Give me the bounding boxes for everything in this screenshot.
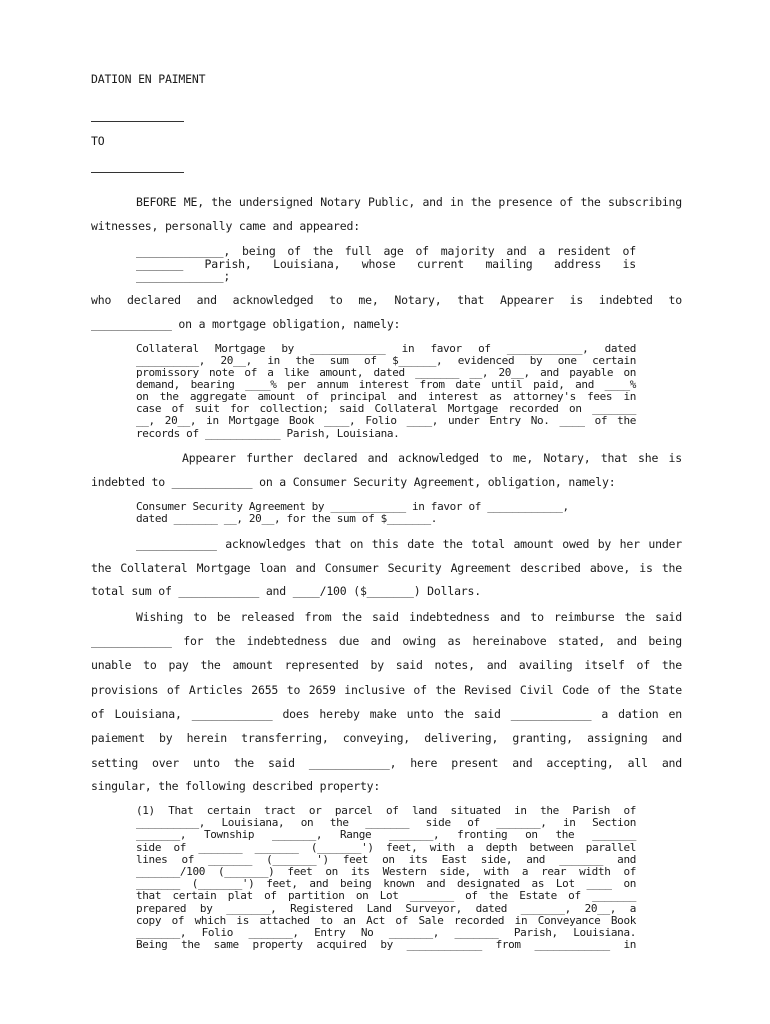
party-one-blank <box>91 121 184 122</box>
property-line: _______/100 (_______) feet on its Western side, with a rear width of <box>136 865 636 878</box>
mortgage-line: records of ____________ Parish, Louisiana. <box>136 427 400 440</box>
property-line: side of _______ _______ (_______') feet, with a depth between parallel <box>136 841 636 854</box>
mortgage-line: case of suit for collection; said Collateral Mortgage recorded on _______ <box>136 402 636 415</box>
para1-line: witnesses, personally came and appeared: <box>91 219 360 233</box>
property-line: Being the same property acquired by ____________ from ____________ in <box>136 938 636 951</box>
further-line: indebted to ____________ on a Consumer Security Agreement, obligation, namely: <box>91 475 616 489</box>
to-label: TO <box>91 134 105 148</box>
acknowledges-line: the Collateral Mortgage loan and Consumer Security Agreement described above, is the <box>91 561 682 575</box>
property-line: _______, Folio _______, Entry No _______, _______ Parish, Louisiana. <box>136 926 636 939</box>
declared-line: ____________ on a mortgage obligation, namely: <box>91 317 401 331</box>
property-line: _______ (_______') feet, and being known and designated as Lot ____ on <box>136 877 636 890</box>
appearer-line: _____________; <box>136 269 231 283</box>
mortgage-line: Collateral Mortgage by ____________ in favor of ____________, dated <box>136 342 636 355</box>
property-line: (1) That certain tract or parcel of land situated in the Parish of <box>136 804 636 817</box>
acknowledges-line: total sum of ____________ and ____/100 ($_______) Dollars. <box>91 584 481 598</box>
appearer-line: _____________, being of the full age of majority and a resident of <box>136 244 636 258</box>
para1-line: BEFORE ME, the undersigned Notary Public, and in the presence of the subscribing <box>136 195 682 209</box>
further-line: Appearer further declared and acknowledged to me, Notary, that she is <box>182 451 682 465</box>
property-line: _______, Township _______, Range _______, fronting on the _______ <box>136 828 636 841</box>
appearer-line: _______ Parish, Louisiana, whose current mailing address is <box>136 257 636 271</box>
consumer-line: dated _______ __, 20__, for the sum of $_______. <box>136 512 438 525</box>
mortgage-line: __________, 20__, in the sum of $______, evidenced by one certain <box>136 354 636 367</box>
wishing-line: setting over unto the said ____________, here present and accepting, all and <box>91 756 682 770</box>
wishing-line: unable to pay the amount represented by said notes, and availing itself of the <box>91 658 682 672</box>
wishing-line: provisions of Articles 2655 to 2659 inclusive of the Revised Civil Code of the State <box>91 683 682 697</box>
declared-line: who declared and acknowledged to me, Notary, that Appearer is indebted to <box>91 293 682 307</box>
wishing-line: Wishing to be released from the said indebtedness and to reimburse the said <box>136 610 682 624</box>
wishing-line: paiement by herein transferring, conveying, delivering, granting, assigning and <box>91 731 682 745</box>
wishing-line: ____________ for the indebtedness due and owing as hereinabove stated, and being <box>91 634 682 648</box>
property-line: lines of _______ (_______') feet on its East side, and _______ and <box>136 853 636 866</box>
acknowledges-line: ____________ acknowledges that on this date the total amount owed by her under <box>136 537 682 551</box>
wishing-line: singular, the following described property: <box>91 779 381 793</box>
mortgage-line: __, 20__, in Mortgage Book ____, Folio ____, under Entry No. ____ of the <box>136 414 636 427</box>
document-title: DATION EN PAIMENT <box>91 72 206 86</box>
mortgage-line: demand, bearing ____% per annum interest from date until paid, and ____% <box>136 378 636 391</box>
consumer-line: Consumer Security Agreement by ____________ in favor of ____________, <box>136 500 569 513</box>
property-line: copy of which is attached to an Act of Sale recorded in Conveyance Book <box>136 914 636 927</box>
mortgage-line: on the aggregate amount of principal and interest as attorney's fees in <box>136 390 636 403</box>
party-two-blank <box>91 172 184 173</box>
property-line: prepared by _______, Registered Land Surveyor, dated _______, 20__, a <box>136 902 636 915</box>
property-line: that certain plat of partition on Lot _______ of the Estate of _______ <box>136 889 636 902</box>
mortgage-line: promissory note of a like amount, dated _______ __, 20__, and payable on <box>136 366 636 379</box>
wishing-line: of Louisiana, ____________ does hereby make unto the said ____________ a dation en <box>91 707 682 721</box>
property-line: __________, Louisiana, on the _______ side of _______, in Section <box>136 816 636 829</box>
